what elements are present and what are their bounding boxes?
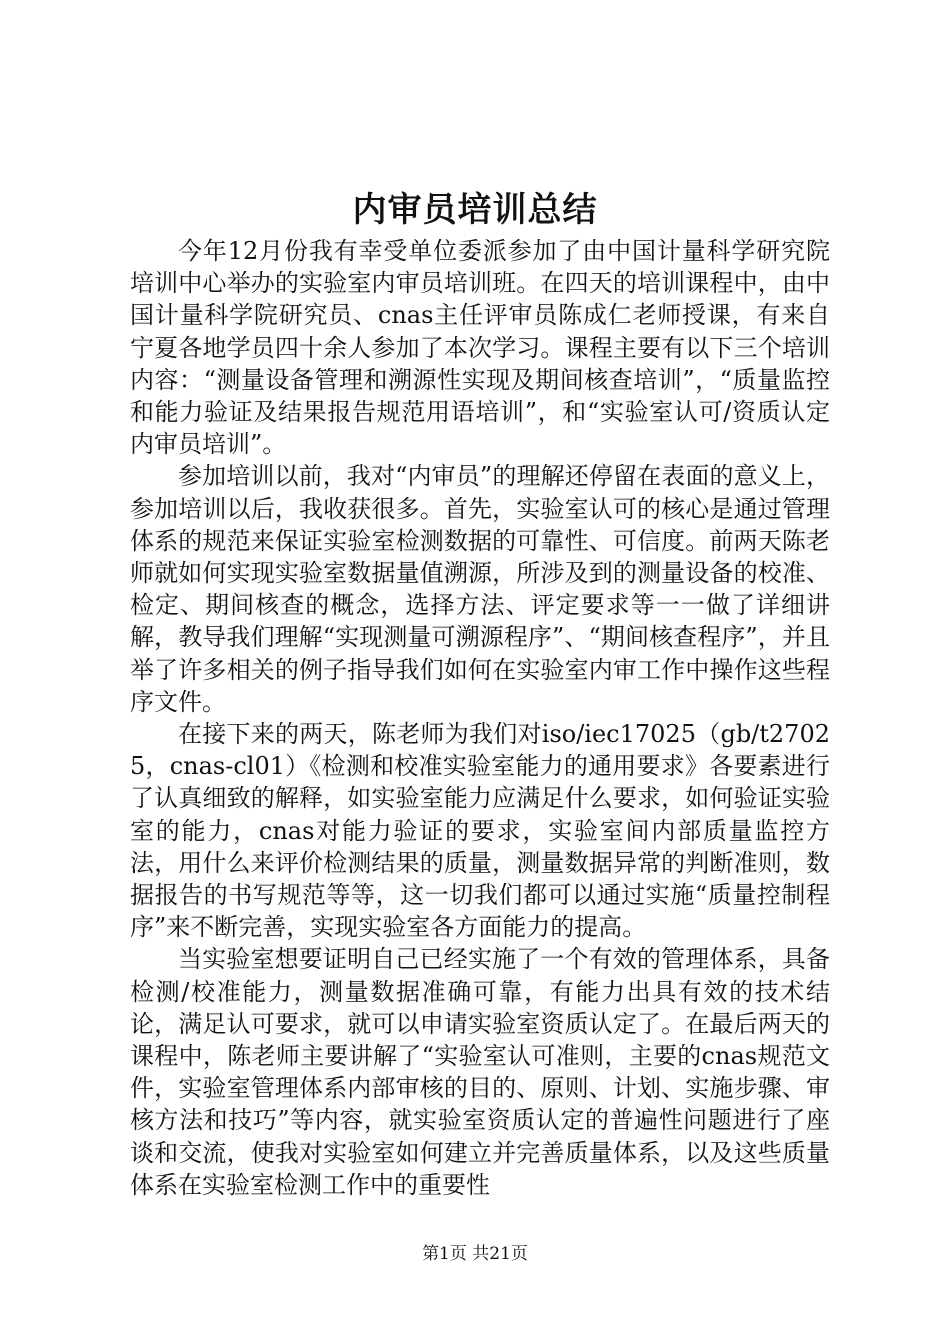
page-number-footer: 第1页 共21页 [422, 1244, 528, 1264]
paragraph-1: 今年12月份我有幸受单位委派参加了由中国计量科学研究院培训中心举办的实验室内审员培训班。在四天的培训课程中，由中国计量科学院研究员、cnas主任评审员陈成仁老师授课，有来自宁夏各地学员四十余人参加了本次学习。课程主要有以下三个培训内容：“测量设备管理和溯源性实现及期间核查培训”，“质量监控和能力验证及结果报告规范用语培训”，和“实验室认可/资质认定内审员培训”。 [130, 237, 830, 459]
paragraph-2: 参加培训以前，我对“内审员”的理解还停留在表面的意义上，参加培训以后，我收获很多。首先，实验室认可的核心是通过管理体系的规范来保证实验室检测数据的可靠性、可信度。前两天陈老师就如何实现实验室数据量值溯源，所涉及到的测量设备的校准、检定、期间核查的概念，选择方法、评定要求等一一做了详细讲解，教导我们理解“实现测量可溯源程序”、“期间核查程序”，并且举了许多相关的例子指导我们如何在实验室内审工作中操作这些程序文件。 [130, 462, 830, 716]
paragraph-3: 在接下来的两天，陈老师为我们对iso/iec17025（gb/t27025，cnas-cl01）《检测和校准实验室能力的通用要求》各要素进行了认真细致的解释，如实验室能力应满足什么要求，如何验证实验室的能力，cnas对能力验证的要求，实验室间内部质量监控方法，用什么来评价检测结果的质量，测量数据异常的判断准则，数据报告的书写规范等等，这一切我们都可以通过实施“质量控制程序”来不断完善，实现实验室各方面能力的提高。 [130, 720, 830, 942]
document-body [130, 235, 830, 1201]
paragraph-4: 当实验室想要证明自己已经实施了一个有效的管理体系，具备检测/校准能力，测量数据准确可靠，有能力出具有效的技术结论，满足认可要求，就可以申请实验室资质认定了。在最后两天的课程中，陈老师主要讲解了“实验室认可准则，主要的cnas规范文件，实验室管理体系内部审核的目的、原则、计划、实施步骤、审核方法和技巧”等内容，就实验室资质认定的普遍性问题进行了座谈和交流，使我对实验室如何建立并完善质量体系，以及这些质量体系在实验室检测工作中的重要性 [130, 945, 830, 1199]
page-title: 内审员培训总结 [352, 190, 598, 230]
